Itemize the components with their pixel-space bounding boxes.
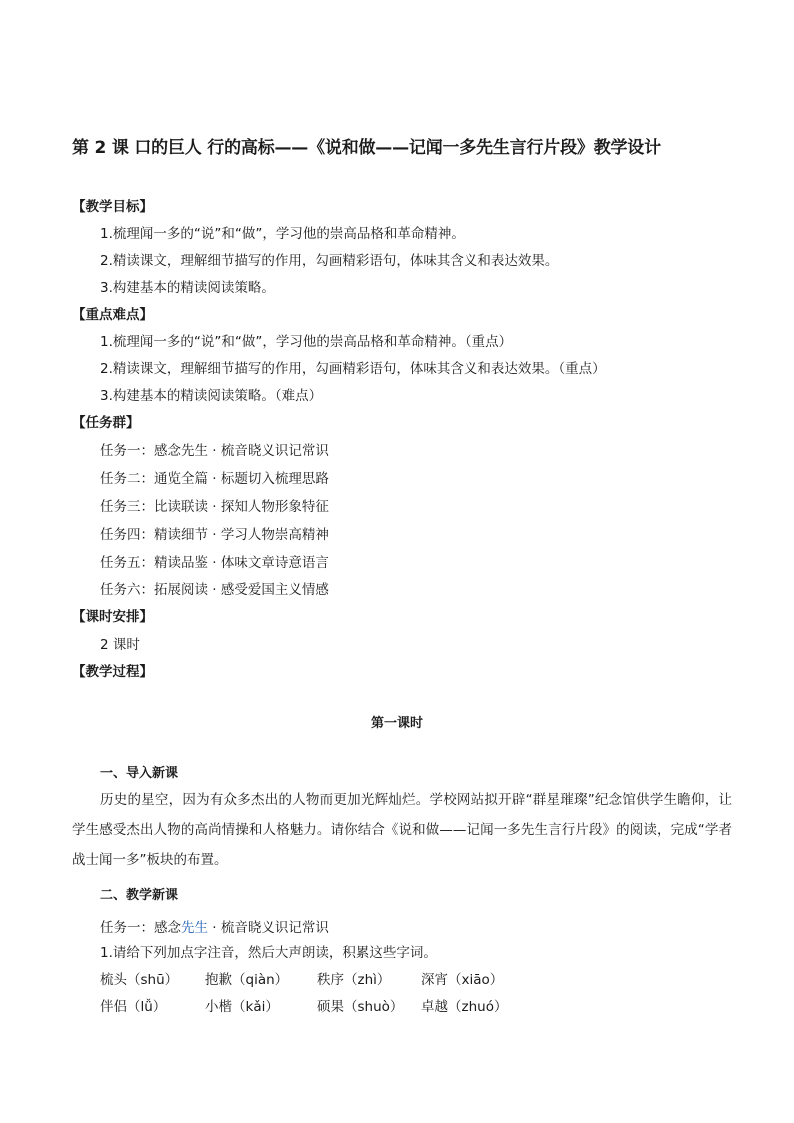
task-item-2: 任务二：通览全篇 · 标题切入梳理思路 xyxy=(100,471,329,487)
tasks-heading: 【任务群】 xyxy=(72,415,140,431)
word-item: 秩序（zhì） xyxy=(317,972,391,988)
keypoints-heading: 【重点难点】 xyxy=(72,307,153,323)
task1-suffix: · 梳音晓义识记常识 xyxy=(208,920,329,936)
document-title: 第 2 课 口的巨人 行的高标——《说和做——记闻一多先生言行片段》教学设计 xyxy=(72,138,661,158)
task1-instruction: 1.请给下列加点字注音，然后大声朗读，积累这些字词。 xyxy=(100,945,437,961)
task-item-5: 任务五：精读品鉴 · 体味文章诗意语言 xyxy=(100,555,329,571)
task-item-6: 任务六：拓展阅读 · 感受爱国主义情感 xyxy=(100,582,329,598)
word-item: 小楷（kǎi） xyxy=(205,999,279,1015)
keypoint-item-1: 1.梳理闻一多的“说”和“做”，学习他的崇高品格和革命精神。（重点） xyxy=(100,334,513,350)
objective-item-3: 3.构建基本的精读阅读策略。 xyxy=(100,280,275,296)
objective-item-1: 1.梳理闻一多的“说”和“做”，学习他的崇高品格和革命精神。 xyxy=(100,226,465,242)
word-item: 深宵（xiāo） xyxy=(421,972,504,988)
keypoint-item-2: 2.精读课文，理解细节描写的作用，勾画精彩语句，体味其含义和表达效果。（重点） xyxy=(100,361,606,377)
schedule-value: 2 课时 xyxy=(100,637,140,653)
word-item: 伴侣（lǚ） xyxy=(100,999,167,1015)
objective-item-2: 2.精读课文，理解细节描写的作用，勾画精彩语句，体味其含义和表达效果。 xyxy=(100,253,559,269)
task1-heading xyxy=(100,916,329,936)
word-item: 卓越（zhuó） xyxy=(421,999,508,1015)
keypoint-item-3: 3.构建基本的精读阅读策略。（难点） xyxy=(100,388,323,404)
section1-heading: 一、导入新课 xyxy=(100,766,179,781)
task-item-3: 任务三：比读联读 · 探知人物形象特征 xyxy=(100,499,329,515)
intro-paragraph: 历史的星空，因为有众多杰出的人物而更加光辉灿烂。学校网站拟开辟“群星璀璨”纪念馆供学生瞻仰，让学生感受杰出人物的高尚情操和人格魅力。请你结合《说和做——记闻一多先生言行片段》的阅读，完成“学者战士闻一多”板块的布置。 xyxy=(72,792,732,868)
lesson-title: 第一课时 xyxy=(370,716,423,731)
section2-heading: 二、教学新课 xyxy=(100,888,179,903)
process-heading: 【教学过程】 xyxy=(72,664,153,680)
word-item: 梳头（shū） xyxy=(100,972,179,988)
task-item-1: 任务一：感念先生 · 梳音晓义识记常识 xyxy=(100,443,329,459)
task1-highlight: 先生 xyxy=(181,920,208,936)
word-item: 硕果（shuò） xyxy=(317,999,404,1015)
objectives-heading: 【教学目标】 xyxy=(72,199,153,215)
schedule-heading: 【课时安排】 xyxy=(72,609,153,625)
task1-prefix: 任务一：感念 xyxy=(100,920,181,936)
task-item-4: 任务四：精读细节 · 学习人物崇高精神 xyxy=(100,527,329,543)
word-item: 抱歉（qiàn） xyxy=(205,972,289,988)
